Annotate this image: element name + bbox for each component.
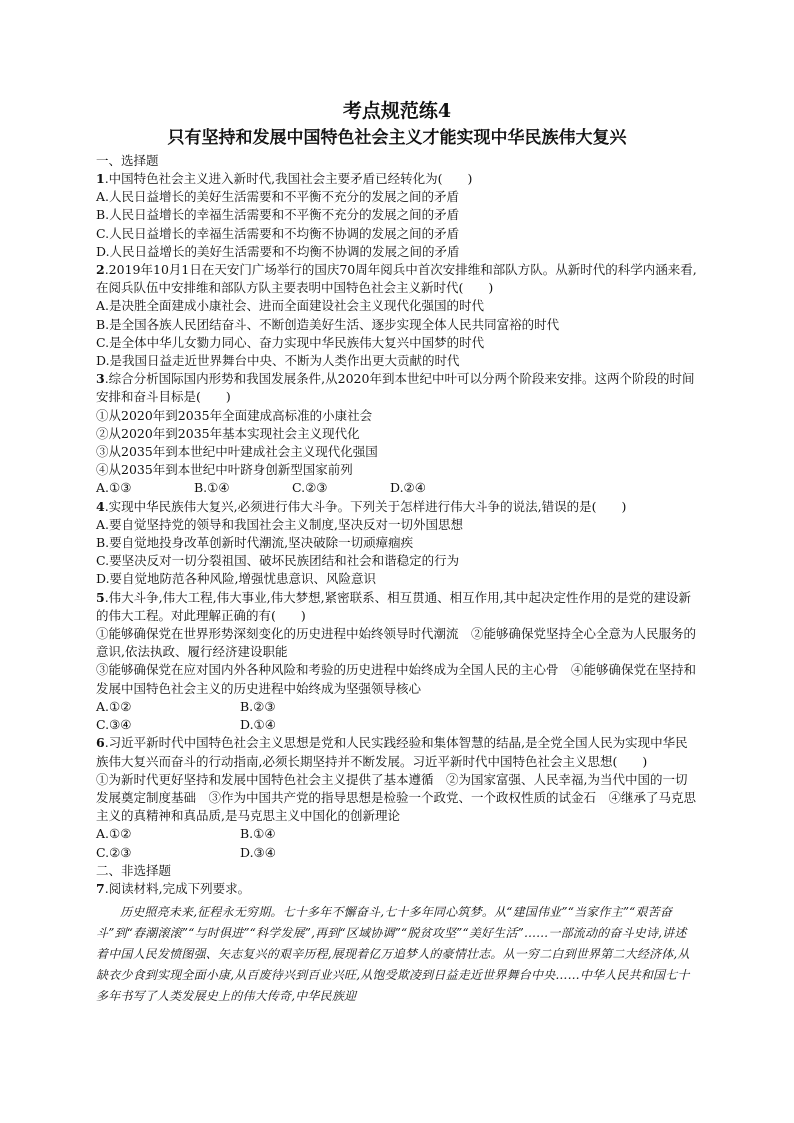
section-heading-choice: 一、选择题 (96, 153, 159, 168)
option: D.要自觉地防范各种风险,增强忧患意识、风险意识 (96, 571, 377, 587)
question-3 (96, 370, 698, 497)
answer-choices-row-1 (96, 698, 698, 716)
question-text: .综合分析国际国内形势和我国发展条件,从2020年到本世纪中叶可以分两个阶段来安排。这两个阶段的时间安排和奋斗目标是( ) (96, 371, 695, 405)
choice: C.②③ (292, 480, 328, 496)
question-stem (96, 589, 698, 625)
question-1 (96, 170, 698, 261)
answer-choices-row-2 (96, 844, 698, 862)
question-text: .习近平新时代中国特色社会主义思想是党和人民实践经验和集体智慧的结晶,是全党全国人民为实现中华民族伟大复兴而奋斗的行动指南,必须长期坚持并不断发展。习近平新时代中国特色社会主义思想( ) (96, 735, 688, 769)
question-stem (96, 261, 698, 297)
option: C.是全体中华儿女勠力同心、奋力实现中华民族伟大复兴中国梦的时代 (96, 334, 485, 350)
answer-choices-row-1 (96, 825, 698, 843)
question-stem (96, 170, 698, 188)
option: B.是全国各族人民团结奋斗、不断创造美好生活、逐步实现全体人民共同富裕的时代 (96, 316, 560, 332)
question-text: .2019年10月1日在天安门广场举行的国庆70周年阅兵中首次安排维和部队方队。从新时代的科学内涵来看,在阅兵队伍中安排维和部队方队主要表明中国特色社会主义新时代( ) (96, 262, 697, 296)
option: B.要自觉地投身改革创新时代潮流,坚决破除一切顽瘴痼疾 (96, 535, 414, 551)
page-subtitle: 只有坚持和发展中国特色社会主义才能实现中华民族伟大复兴 (167, 128, 627, 148)
option: A.要自觉坚持党的领导和我国社会主义制度,坚决反对一切外国思想 (96, 516, 463, 532)
question-number: 5 (96, 589, 105, 605)
question-5 (96, 589, 698, 735)
question-6 (96, 734, 698, 861)
question-stem (96, 498, 698, 516)
choice: D.②④ (390, 480, 426, 496)
option: B.人民日益增长的幸福生活需要和不平衡不充分的发展之间的矛盾 (96, 207, 460, 223)
statement-item: ③从2035年到本世纪中叶建成社会主义现代化强国 (96, 444, 378, 460)
choice: C.②③ (96, 844, 132, 860)
question-text: .阅读材料,完成下列要求。 (104, 880, 251, 896)
question-4 (96, 498, 698, 589)
question-number: 4 (96, 498, 105, 514)
option: A.人民日益增长的美好生活需要和不平衡不充分的发展之间的矛盾 (96, 189, 460, 205)
choice: B.①④ (194, 480, 230, 496)
statement-item: ②从2020年到2035年基本实现社会主义现代化 (96, 425, 360, 441)
option: A.是决胜全面建成小康社会、进而全面建设社会主义现代化强国的时代 (96, 298, 485, 314)
choice: C.③④ (96, 717, 132, 733)
choice: A.①② (96, 826, 132, 842)
question-number: 3 (96, 371, 105, 387)
question-number: 7 (96, 880, 105, 896)
page-title: 考点规范练4 (342, 100, 452, 122)
choice: A.①③ (96, 480, 132, 496)
choice: B.①④ (240, 826, 276, 842)
option: D.人民日益增长的美好生活需要和不均衡不协调的发展之间的矛盾 (96, 243, 460, 259)
statement-item: ①从2020年到2035年全面建成高标准的小康社会 (96, 407, 373, 423)
question-number: 2 (96, 262, 105, 278)
question-stem (96, 734, 698, 770)
answer-choices-row-2 (96, 716, 698, 734)
question-2 (96, 261, 698, 370)
section-heading-nonchoice: 二、非选择题 (96, 862, 172, 878)
option: C.人民日益增长的幸福生活需要和不均衡不协调的发展之间的矛盾 (96, 225, 460, 241)
choice: D.①④ (240, 717, 276, 733)
question-text: .中国特色社会主义进入新时代,我国社会主要矛盾已经转化为( ) (104, 171, 473, 186)
question-7 (96, 880, 698, 1007)
statement-paragraph: ①为新时代更好坚持和发展中国特色社会主义提供了基本遵循 ②为国家富强、人民幸福,为当代中国的一切发展奠定制度基础 ③作为中国共产党的指导思想是检验一个政党、一个政权性质的试金石 ④继承了马克思主义的真精神和真品质,是马克思主义中国化的创新理论 (96, 771, 697, 824)
choice: A.①② (96, 698, 132, 714)
answer-choices (96, 479, 698, 497)
question-stem (96, 370, 698, 406)
option: C.要坚决反对一切分裂祖国、破坏民族团结和社会和谐稳定的行为 (96, 553, 460, 569)
question-text: .实现中华民族伟大复兴,必须进行伟大斗争。下列关于怎样进行伟大斗争的说法,错误的是( ) (104, 498, 627, 514)
option: D.是我国日益走近世界舞台中央、不断为人类作出更大贡献的时代 (96, 353, 460, 369)
statement-paragraph: ③能够确保党在应对国内外各种风险和考验的历史进程中始终成为全国人民的主心骨 ④能够确保党在坚持和发展中国特色社会主义的历史进程中始终成为坚强领导核心 (96, 662, 697, 696)
choice: D.③④ (240, 844, 276, 860)
question-number: 1 (96, 171, 105, 186)
question-number: 6 (96, 735, 105, 751)
reading-material: 历史照亮未来,征程永无穷期。七十多年不懈奋斗,七十多年同心筑梦。从“建国伟业”“当家作主”“艰苦奋斗”到“春潮滚滚”“与时俱进”“科学发展”,再到“区域协调”“脱贫攻坚”“美好生活”……一部流动的奋斗史诗,讲述着中国人民发愤图强、矢志复兴的艰辛历程,展现着亿万追梦人的豪情壮志。从一穷二白到世界第二大经济体,从缺衣少食到实现全面小康,从百废待兴到百业兴旺,从饱受欺凌到日益走近世界舞台中央……中华人民共和国七十多年书写了人类发展史上的伟大传奇,中华民族迎 (96, 904, 690, 1003)
choice: B.②③ (240, 698, 276, 714)
statement-item: ④从2035年到本世纪中叶跻身创新型国家前列 (96, 462, 353, 478)
question-text: .伟大斗争,伟大工程,伟大事业,伟大梦想,紧密联系、相互贯通、相互作用,其中起决定性作用的是党的建设新的伟大工程。对此理解正确的有( ) (96, 589, 692, 623)
question-stem (96, 880, 698, 898)
statement-paragraph: ①能够确保党在世界形势深刻变化的历史进程中始终领导时代潮流 ②能够确保党坚持全心全意为人民服务的意识,依法执政、履行经济建设职能 (96, 626, 697, 660)
